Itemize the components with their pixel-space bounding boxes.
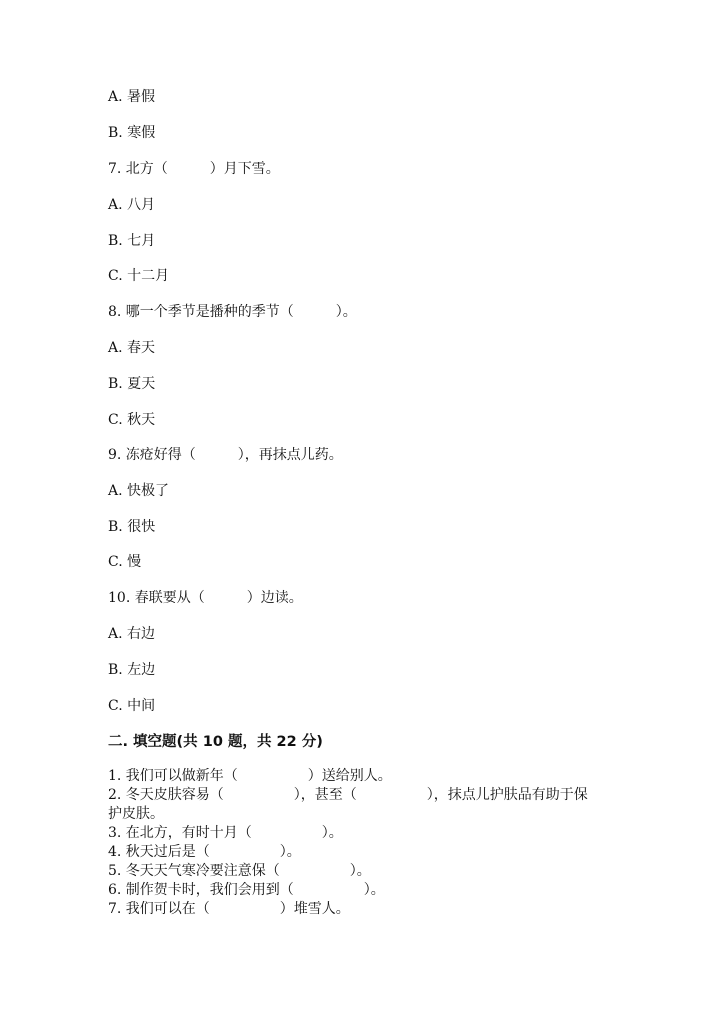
fill-item-2-cont: 护皮肤。 xyxy=(108,806,164,822)
q8-stem: 8. 哪一个季节是播种的季节（ ）。 xyxy=(108,304,357,320)
q6-option-a: A. 暑假 xyxy=(108,89,156,105)
q8-option-c: C. 秋天 xyxy=(108,412,156,428)
q8-option-b: B. 夏天 xyxy=(108,376,156,392)
q8-option-a: A. 春天 xyxy=(108,340,156,356)
q9-option-c: C. 慢 xyxy=(108,554,142,570)
q7-option-a: A. 八月 xyxy=(108,197,156,213)
q9-option-b: B. 很快 xyxy=(108,519,156,535)
fill-item-4: 4. 秋天过后是（ ）。 xyxy=(108,844,301,860)
fill-item-6: 6. 制作贺卡时，我们会用到（ ）。 xyxy=(108,882,385,898)
q10-option-b: B. 左边 xyxy=(108,662,156,678)
fill-item-7: 7. 我们可以在（ ）堆雪人。 xyxy=(108,901,350,917)
q9-option-a: A. 快极了 xyxy=(108,483,170,499)
q9-stem: 9. 冻疮好得（ ），再抹点儿药。 xyxy=(108,447,343,463)
q7-option-c: C. 十二月 xyxy=(108,268,170,284)
fill-item-1: 1. 我们可以做新年（ ）送给别人。 xyxy=(108,768,392,784)
q10-option-a: A. 右边 xyxy=(108,626,156,642)
fill-section-heading: 二. 填空题(共 10 题，共 22 分) xyxy=(108,734,323,750)
q7-option-b: B. 七月 xyxy=(108,233,156,249)
q10-option-c: C. 中间 xyxy=(108,698,156,714)
q6-option-b: B. 寒假 xyxy=(108,125,156,141)
fill-item-3: 3. 在北方，有时十月（ ）。 xyxy=(108,825,343,841)
q10-stem: 10. 春联要从（ ）边读。 xyxy=(108,590,303,606)
fill-item-2: 2. 冬天皮肤容易（ ），甚至（ ），抹点儿护肤品有助于保 xyxy=(108,787,588,803)
q7-stem: 7. 北方（ ）月下雪。 xyxy=(108,161,280,177)
fill-item-5: 5. 冬天天气寒冷要注意保（ ）。 xyxy=(108,863,371,879)
